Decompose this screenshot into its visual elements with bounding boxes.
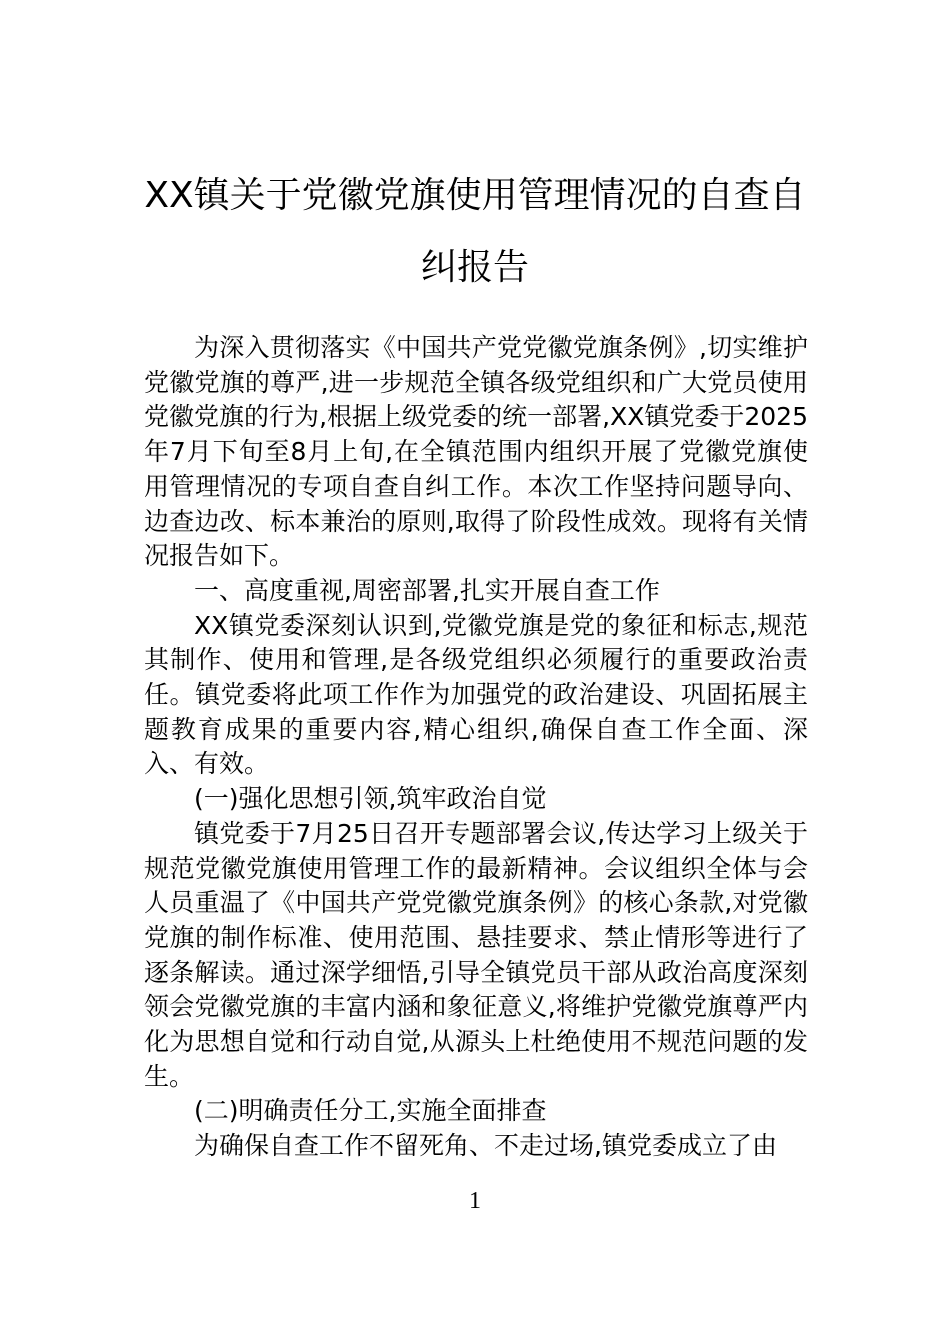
subsection-1-paragraph: 镇党委于7月25日召开专题部署会议,传达学习上级关于规范党徽党旗使用管理工作的最新精神。会议组织全体与会人员重温了《中国共产党党徽党旗条例》的核心条款,对党徽党旗的制作标准、使用范围、悬挂要求、禁止情形等进行了逐条解读。通过深学细悟,引导全镇党员干部从政治高度深刻领会党徽党旗的丰富内涵和象征意义,将维护党徽党旗尊严内化为思想自觉和行动自觉,从源头上杜绝使用不规范问题的发生。 [144, 818, 808, 1091]
subsection-heading-1: (一)强化思想引领,筑牢政治自觉 [194, 784, 547, 814]
section-1-paragraph: XX镇党委深刻认识到,党徽党旗是党的象征和标志,规范其制作、使用和管理,是各级党组织必须履行的重要政治责任。镇党委将此项工作作为加强党的政治建设、巩固拓展主题教育成果的重要内容,精心组织,确保自查工作全面、深入、有效。 [144, 610, 808, 779]
page-number: 1 [469, 1188, 481, 1214]
section-heading-1: 一、高度重视,周密部署,扎实开展自查工作 [194, 575, 660, 605]
document-title: XX镇关于党徽党旗使用管理情况的自查自纠报告 [144, 175, 806, 288]
subsection-2-paragraph: 为确保自查工作不留死角、不走过场,镇党委成立了由 [194, 1131, 777, 1161]
document-body [144, 331, 808, 1164]
subsection-heading-2: (二)明确责任分工,实施全面排查 [194, 1096, 547, 1126]
intro-paragraph: 为深入贯彻落实《中国共产党党徽党旗条例》,切实维护党徽党旗的尊严,进一步规范全镇各级党组织和广大党员使用党徽党旗的行为,根据上级党委的统一部署,XX镇党委于2025年7月下旬至8月上旬,在全镇范围内组织开展了党徽党旗使用管理情况的专项自查自纠工作。本次工作坚持问题导向、边查边改、标本兼治的原则,取得了阶段性成效。现将有关情况报告如下。 [144, 333, 808, 571]
